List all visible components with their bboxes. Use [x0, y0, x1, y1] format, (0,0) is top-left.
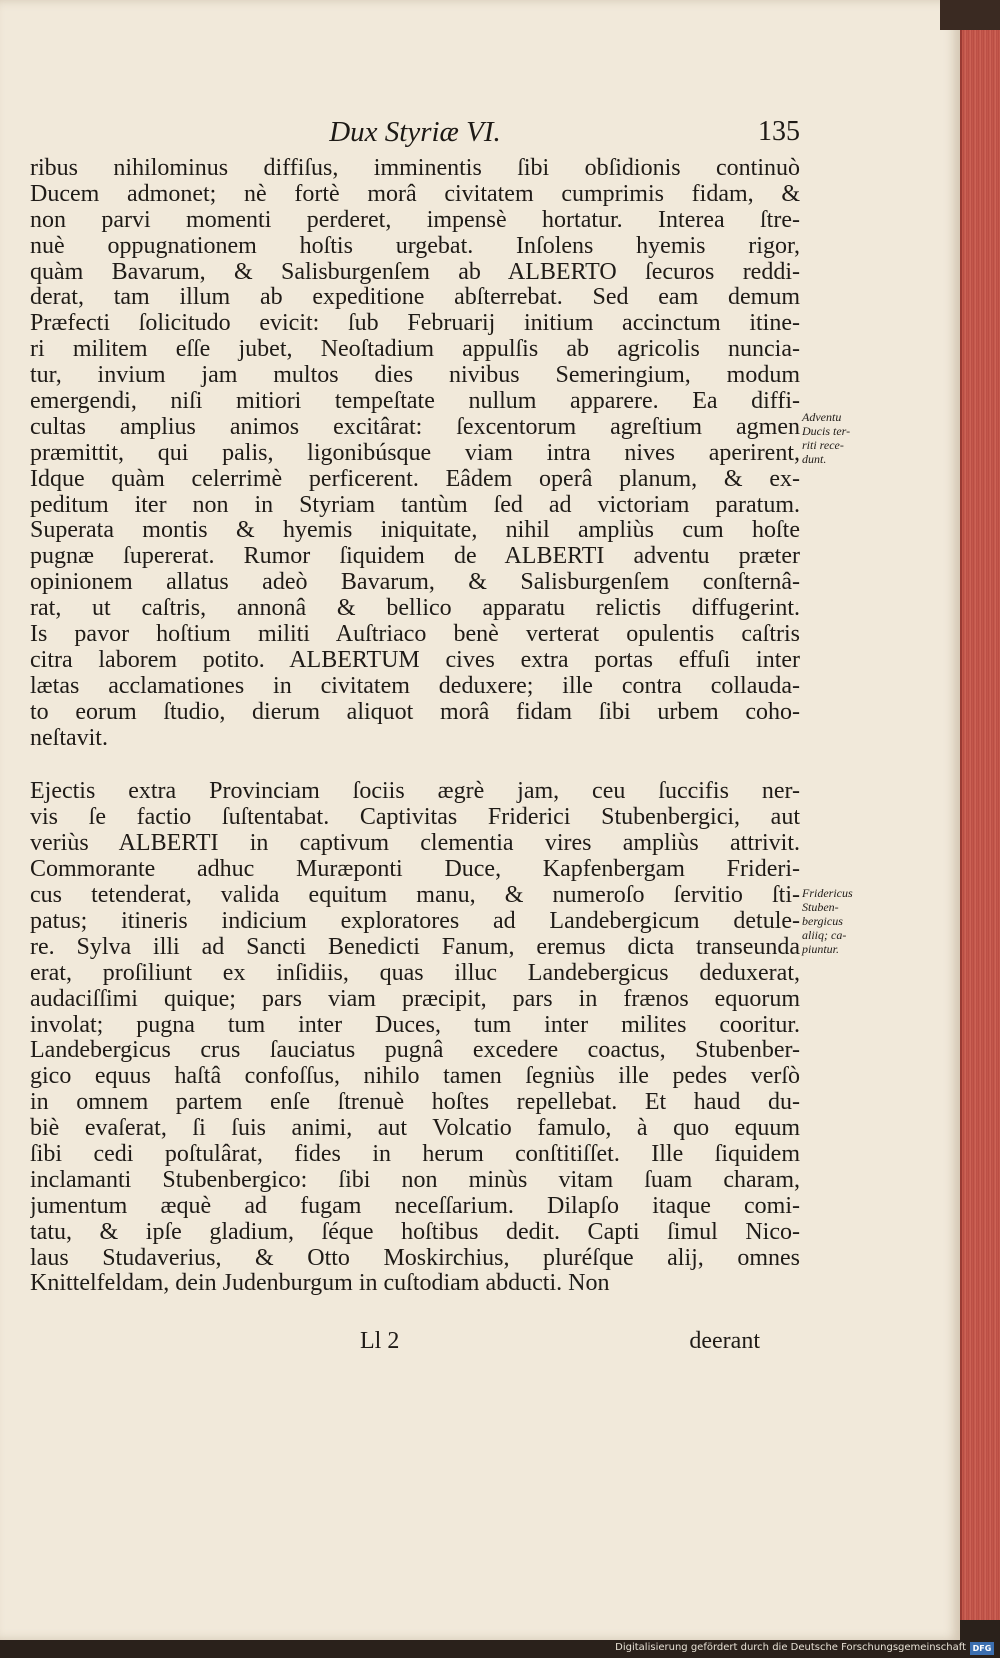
text-line: lætas acclamationes in civitatem deduxere; ille contra collauda-: [30, 673, 800, 699]
text-line: jumentum æquè ad fugam neceſſarium. Dilapſo itaque comi-: [30, 1193, 800, 1219]
text-line: cus tetenderat, valida equitum manu, & numeroſo ſervitio ſti-: [30, 883, 800, 909]
text-line: re. Sylva illi ad Sancti Benedicti Fanum, eremus dicta transeunda: [30, 934, 800, 960]
text-line: involat; pugna tum inter Duces, tum inter milites cooritur.: [30, 1012, 800, 1038]
body-text: [30, 156, 800, 1297]
catchword: deerant: [689, 1328, 760, 1354]
text-line: tur, invium jam multos dies nivibus Semeringium, modum: [30, 363, 800, 389]
paragraph-1: [30, 156, 800, 751]
text-line: non parvi momenti perderet, impensè hortatur. Interea ſtre-: [30, 207, 800, 233]
text-line: nuè oppugnationem hoſtis urgebat. Inſolens hyemis rigor,: [30, 233, 800, 259]
text-line: pugnæ ſupererat. Rumor ſiquidem de ALBERTI adventu præter: [30, 544, 800, 570]
text-line: vis ſe factio ſuſtentabat. Captivitas Friderici Stubenbergici, aut: [30, 805, 800, 831]
text-line: in omnem partem enſe ſtrenuè hoſtes repellebat. Et haud du-: [30, 1090, 800, 1116]
marginal-line: piuntur.: [802, 942, 840, 956]
text-line: gico equus haſtâ confoſſus, nihilo tamen ſegniùs ille pedes verſò: [30, 1064, 800, 1090]
text-line: audaciſſimi quique; pars viam præcipit, pars in frænos equorum: [30, 986, 800, 1012]
text-line: præmittit, qui palis, ligonibúsque viam intra nives aperirent,: [30, 440, 800, 466]
text-line: peditum iter non in Styriam tantùm ſed ad victoriam paratum.: [30, 492, 800, 518]
paragraph-2: [30, 779, 800, 1297]
text-line: Ducem admonet; nè fortè morâ civitatem cumprimis fidam, &: [30, 181, 800, 207]
text-line: derat, tam illum ab expeditione abſterrebat. Sed eam demum: [30, 285, 800, 311]
text-line: ri militem eſſe jubet, Neoſtadium appulſis ab agricolis nuncia-: [30, 337, 800, 363]
marginal-line: dunt.: [802, 452, 827, 466]
page-corner-shadow: [940, 0, 1000, 30]
red-page-edges: [960, 30, 1000, 1620]
text-line: laus Studaverius, & Otto Moskirchius, pluréſque alij, omnes: [30, 1245, 800, 1271]
running-title: Dux Styriæ VI.: [329, 116, 501, 148]
text-line: Præfecti ſolicitudo evicit: ſub Februarij initium accinctum itine-: [30, 311, 800, 337]
text-line: Superata montis & hyemis iniquitate, nihil ampliùs cum hoſte: [30, 518, 800, 544]
attribution-text: Digitalisierung gefördert durch die Deutsche Forschungsgemeinschaft: [615, 1642, 966, 1653]
marginal-note-fridericus: [802, 886, 872, 956]
marginal-line: bergicus: [802, 914, 843, 928]
signature-mark: Ll 2: [360, 1328, 400, 1354]
text-line: opinionem allatus adeò Bavarum, & Salisburgenſem conſternâ-: [30, 570, 800, 596]
text-line: emergendi, niſi mitiori tempeſtate nullum apparere. Ea diffi-: [30, 389, 800, 415]
text-line: veriùs ALBERTI in captivum clementia vires ampliùs attrivit.: [30, 831, 800, 857]
marginal-line: aliiq; ca-: [802, 928, 847, 942]
text-line: quàm Bavarum, & Salisburgenſem ab ALBERTO ſecuros reddi-: [30, 259, 800, 285]
dfg-logo: DFG: [970, 1642, 994, 1655]
text-line: Idque quàm celerrimè perficerent. Eâdem operâ planum, & ex-: [30, 466, 800, 492]
marginal-note-adventu: [802, 410, 872, 466]
text-line: erat, proſiliunt ex inſidiis, quas illuc Landebergicus deduxerat,: [30, 960, 800, 986]
marginal-line: Stuben-: [802, 900, 839, 914]
text-line: rat, ut caſtris, annonâ & bellico apparatu relictis diffugerint.: [30, 596, 800, 622]
paragraph-gap: [30, 751, 800, 779]
text-line: biè evaſerat, ſi ſuis animi, aut Volcatio famulo, à quo equum: [30, 1116, 800, 1142]
marginal-line: Ducis ter-: [802, 424, 851, 438]
text-line: neſtavit.: [30, 725, 108, 751]
page-number: 135: [758, 116, 800, 147]
text-line: inclamanti Stubenbergico: ſibi non minùs vitam ſuam charam,: [30, 1167, 800, 1193]
text-line: Ejectis extra Provinciam ſociis ægrè jam, ceu ſuccifis ner-: [30, 779, 800, 805]
text-line: citra laborem potito. ALBERTUM cives extra portas effuſi inter: [30, 647, 800, 673]
marginal-line: Adventu: [802, 410, 842, 424]
marginal-line: Fridericus: [802, 886, 853, 900]
marginal-line: riti rece-: [802, 438, 844, 452]
text-line: ribus nihilominus diffiſus, imminentis ſibi obſidionis continuò: [30, 156, 800, 181]
text-line: to eorum ſtudio, dierum aliquot morâ fidam ſibi urbem coho-: [30, 699, 800, 725]
text-line: patus; itineris indicium exploratores ad Landebergicum detule-: [30, 908, 800, 934]
text-line: Knittelfeldam, dein Judenburgum in cuſtodiam abducti. Non: [30, 1271, 610, 1297]
text-line: Is pavor hoſtium militi Auſtriaco benè verterat opulentis caſtris: [30, 622, 800, 648]
text-line: cultas amplius animos excitârat: ſexcentorum agreſtium agmen: [30, 414, 800, 440]
text-line: Landebergicus crus ſauciatus pugnâ excedere coactus, Stubenber-: [30, 1038, 800, 1064]
text-line: Commorante adhuc Muræponti Duce, Kapfenbergam Frideri-: [30, 857, 800, 883]
text-line: ſibi cedi poſtulârat, fides in herum conſtitiſſet. Ille ſiquidem: [30, 1141, 800, 1167]
page-header: [30, 112, 800, 156]
text-line: tatu, & ipſe gladium, ſéque hoſtibus dedit. Capti ſimul Nico-: [30, 1219, 800, 1245]
